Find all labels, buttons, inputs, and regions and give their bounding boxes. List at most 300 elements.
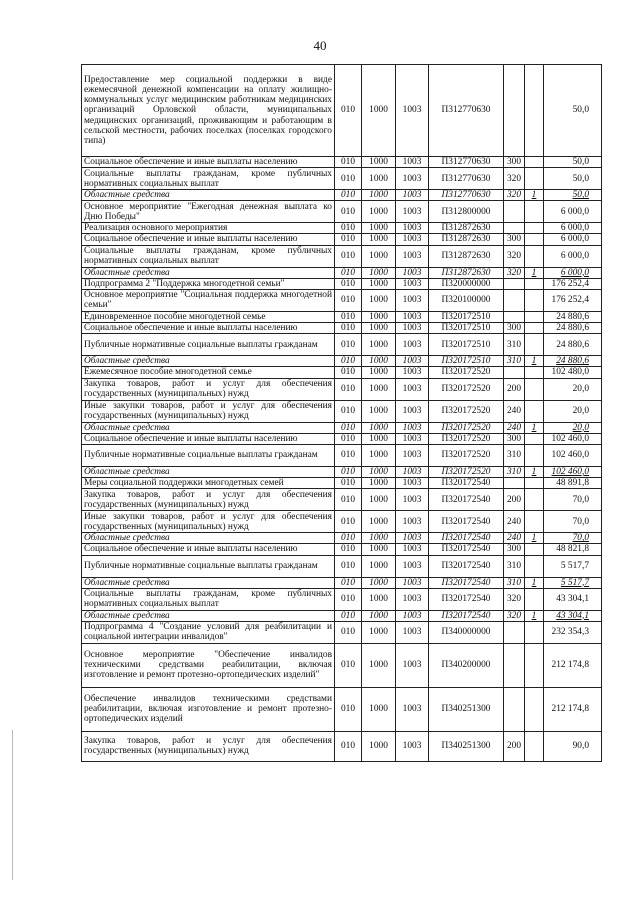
target-article: П320172540: [429, 544, 504, 555]
row-name: Областные средства: [82, 466, 335, 477]
subsection-code: 1003: [396, 190, 429, 201]
expense-type: [504, 278, 525, 289]
expense-type: 310: [504, 444, 525, 466]
section-code: 1000: [362, 643, 396, 687]
expense-type: 300: [504, 323, 525, 334]
funding-source: 1: [525, 466, 544, 477]
target-article: П312770630: [429, 190, 504, 201]
amount: 6 000,0: [544, 245, 602, 267]
funding-source: [525, 201, 544, 223]
amount: 102 460,0: [544, 444, 602, 466]
section-code: 1000: [362, 466, 396, 477]
row-name: Закупка товаров, работ и услуг для обеспечения государственных (муниципальных) нужд: [82, 378, 335, 400]
section-code: 1000: [362, 544, 396, 555]
section-code: 1000: [362, 157, 396, 168]
expense-type: 320: [504, 245, 525, 267]
section-code: 1000: [362, 511, 396, 533]
table-row: [82, 555, 602, 577]
subsection-code: 1003: [396, 201, 429, 223]
target-article: П312872630: [429, 223, 504, 234]
row-name: Иные закупки товаров, работ и услуг для обеспечения государственных (муниципальных) нужд: [82, 511, 335, 533]
ministry-code: 010: [335, 168, 362, 190]
target-article: П320172540: [429, 511, 504, 533]
ministry-code: 010: [335, 223, 362, 234]
row-name: Реализация основного мероприятия: [82, 223, 335, 234]
table-row: [82, 356, 602, 367]
ministry-code: 010: [335, 245, 362, 267]
row-name: Социальное обеспечение и иные выплаты населению: [82, 323, 335, 334]
row-name: Социальное обеспечение и иные выплаты населению: [82, 157, 335, 168]
funding-source: 1: [525, 533, 544, 544]
target-article: П312770630: [429, 168, 504, 190]
row-name: Публичные нормативные социальные выплаты гражданам: [82, 555, 335, 577]
target-article: П312872630: [429, 245, 504, 267]
subsection-code: 1003: [396, 422, 429, 433]
target-article: П320172540: [429, 588, 504, 610]
table-row: [82, 223, 602, 234]
table-row: [82, 378, 602, 400]
ministry-code: 010: [335, 533, 362, 544]
target-article: П320172520: [429, 367, 504, 378]
amount: 50,0: [544, 168, 602, 190]
ministry-code: 010: [335, 511, 362, 533]
ministry-code: 010: [335, 621, 362, 643]
subsection-code: 1003: [396, 610, 429, 621]
subsection-code: 1003: [396, 433, 429, 444]
target-article: П320172540: [429, 555, 504, 577]
section-code: 1000: [362, 577, 396, 588]
expense-type: 310: [504, 334, 525, 356]
section-code: 1000: [362, 168, 396, 190]
ministry-code: 010: [335, 157, 362, 168]
target-article: П312872630: [429, 234, 504, 245]
funding-source: 1: [525, 577, 544, 588]
funding-source: [525, 223, 544, 234]
funding-source: [525, 478, 544, 489]
subsection-code: 1003: [396, 489, 429, 511]
table-row: [82, 511, 602, 533]
funding-source: [525, 323, 544, 334]
funding-source: 1: [525, 267, 544, 278]
section-code: 1000: [362, 245, 396, 267]
funding-source: [525, 278, 544, 289]
table-row: [82, 267, 602, 278]
row-name: Подпрограмма 4 "Создание условий для реабилитации и социальной интеграции инвалидов": [82, 621, 335, 643]
table-row: [82, 311, 602, 322]
expense-type: [504, 201, 525, 223]
ministry-code: 010: [335, 544, 362, 555]
ministry-code: 010: [335, 577, 362, 588]
subsection-code: 1003: [396, 687, 429, 731]
funding-source: [525, 168, 544, 190]
subsection-code: 1003: [396, 168, 429, 190]
expense-type: 320: [504, 588, 525, 610]
row-name: Закупка товаров, работ и услуг для обеспечения государственных (муниципальных) нужд: [82, 489, 335, 511]
section-code: 1000: [362, 422, 396, 433]
amount: 43 304,1: [544, 610, 602, 621]
section-code: 1000: [362, 555, 396, 577]
target-article: П320172520: [429, 422, 504, 433]
table-row: [82, 621, 602, 643]
amount: 24 880,6: [544, 334, 602, 356]
expense-type: 320: [504, 267, 525, 278]
row-name: Основное мероприятие "Ежегодная денежная выплата ко Дню Победы": [82, 201, 335, 223]
table-row: [82, 610, 602, 621]
expense-type: [504, 478, 525, 489]
row-name: Областные средства: [82, 577, 335, 588]
target-article: П312770630: [429, 157, 504, 168]
subsection-code: 1003: [396, 731, 429, 761]
row-name: Предоставление мер социальной поддержки в виде ежемесячной денежной компенсации на оплату жилищно-коммунальных услуг медицинским работникам медицинских организаций Орловской области, муниципальных медицинских организаций, проживающим и работающим в сельской местности, рабочих поселках (поселках городского типа): [82, 65, 335, 157]
funding-source: [525, 334, 544, 356]
row-name: Областные средства: [82, 610, 335, 621]
target-article: П340251300: [429, 731, 504, 761]
amount: 212 174,8: [544, 687, 602, 731]
ministry-code: 010: [335, 334, 362, 356]
funding-source: [525, 367, 544, 378]
target-article: П320172510: [429, 356, 504, 367]
row-name: Социальное обеспечение и иные выплаты населению: [82, 234, 335, 245]
ministry-code: 010: [335, 422, 362, 433]
funding-source: [525, 588, 544, 610]
row-name: Областные средства: [82, 533, 335, 544]
expense-type: 240: [504, 422, 525, 433]
section-code: 1000: [362, 311, 396, 322]
ministry-code: 010: [335, 278, 362, 289]
section-code: 1000: [362, 334, 396, 356]
amount: 176 252,4: [544, 289, 602, 311]
subsection-code: 1003: [396, 157, 429, 168]
ministry-code: 010: [335, 643, 362, 687]
funding-source: 1: [525, 422, 544, 433]
expense-type: 320: [504, 610, 525, 621]
expense-type: 200: [504, 731, 525, 761]
subsection-code: 1003: [396, 65, 429, 157]
amount: 50,0: [544, 65, 602, 157]
table-body: [82, 65, 602, 762]
row-name: Публичные нормативные социальные выплаты гражданам: [82, 334, 335, 356]
table-row: [82, 323, 602, 334]
table-row: [82, 289, 602, 311]
expense-type: 310: [504, 577, 525, 588]
row-name: Областные средства: [82, 267, 335, 278]
amount: 6 000,0: [544, 201, 602, 223]
amount: 20,0: [544, 400, 602, 422]
row-name: Социальное обеспечение и иные выплаты населению: [82, 544, 335, 555]
amount: 212 174,8: [544, 643, 602, 687]
target-article: П340200000: [429, 643, 504, 687]
amount: 24 880,6: [544, 311, 602, 322]
section-code: 1000: [362, 588, 396, 610]
section-code: 1000: [362, 278, 396, 289]
expense-type: 240: [504, 400, 525, 422]
table-row: [82, 422, 602, 433]
amount: 20,0: [544, 422, 602, 433]
target-article: П320172540: [429, 489, 504, 511]
subsection-code: 1003: [396, 223, 429, 234]
target-article: П320172540: [429, 577, 504, 588]
row-name: Меры социальной поддержки многодетных семей: [82, 478, 335, 489]
table-row: [82, 466, 602, 477]
budget-table: [81, 64, 602, 762]
target-article: П320172510: [429, 311, 504, 322]
table-row: [82, 588, 602, 610]
expense-type: 310: [504, 555, 525, 577]
subsection-code: 1003: [396, 234, 429, 245]
section-code: 1000: [362, 65, 396, 157]
expense-type: 300: [504, 433, 525, 444]
row-name: Иные закупки товаров, работ и услуг для обеспечения государственных (муниципальных) нужд: [82, 400, 335, 422]
subsection-code: 1003: [396, 544, 429, 555]
subsection-code: 1003: [396, 478, 429, 489]
table-row: [82, 190, 602, 201]
ministry-code: 010: [335, 466, 362, 477]
amount: 43 304,1: [544, 588, 602, 610]
expense-type: [504, 687, 525, 731]
ministry-code: 010: [335, 201, 362, 223]
amount: 6 000,0: [544, 234, 602, 245]
funding-source: [525, 621, 544, 643]
subsection-code: 1003: [396, 621, 429, 643]
subsection-code: 1003: [396, 356, 429, 367]
section-code: 1000: [362, 621, 396, 643]
section-code: 1000: [362, 367, 396, 378]
ministry-code: 010: [335, 356, 362, 367]
expense-type: [504, 643, 525, 687]
table-row: [82, 533, 602, 544]
amount: 102 480,0: [544, 367, 602, 378]
funding-source: [525, 157, 544, 168]
funding-source: [525, 544, 544, 555]
funding-source: 1: [525, 190, 544, 201]
amount: 70,0: [544, 511, 602, 533]
table-row: [82, 168, 602, 190]
expense-type: 300: [504, 544, 525, 555]
amount: 90,0: [544, 731, 602, 761]
funding-source: [525, 65, 544, 157]
funding-source: [525, 433, 544, 444]
amount: 50,0: [544, 157, 602, 168]
ministry-code: 010: [335, 444, 362, 466]
table-row: [82, 433, 602, 444]
table-row: [82, 157, 602, 168]
ministry-code: 010: [335, 65, 362, 157]
table-row: [82, 245, 602, 267]
section-code: 1000: [362, 356, 396, 367]
subsection-code: 1003: [396, 367, 429, 378]
section-code: 1000: [362, 323, 396, 334]
amount: 70,0: [544, 489, 602, 511]
expense-type: 240: [504, 511, 525, 533]
section-code: 1000: [362, 400, 396, 422]
table-row: [82, 687, 602, 731]
row-name: Публичные нормативные социальные выплаты гражданам: [82, 444, 335, 466]
table-row: [82, 444, 602, 466]
amount: 70,0: [544, 533, 602, 544]
funding-source: [525, 643, 544, 687]
target-article: П320172520: [429, 444, 504, 466]
amount: 102 460,0: [544, 433, 602, 444]
row-name: Закупка товаров, работ и услуг для обеспечения государственных (муниципальных) нужд: [82, 731, 335, 761]
row-name: Обеспечение инвалидов техническими средствами реабилитации, включая изготовление и ремонт протезно-ортопедических изделий: [82, 687, 335, 731]
subsection-code: 1003: [396, 444, 429, 466]
section-code: 1000: [362, 687, 396, 731]
ministry-code: 010: [335, 731, 362, 761]
ministry-code: 010: [335, 267, 362, 278]
section-code: 1000: [362, 201, 396, 223]
ministry-code: 010: [335, 555, 362, 577]
section-code: 1000: [362, 190, 396, 201]
section-code: 1000: [362, 444, 396, 466]
subsection-code: 1003: [396, 466, 429, 477]
target-article: П340251300: [429, 687, 504, 731]
section-code: 1000: [362, 533, 396, 544]
funding-source: [525, 687, 544, 731]
target-article: П320172520: [429, 433, 504, 444]
section-code: 1000: [362, 223, 396, 234]
target-article: П320172520: [429, 378, 504, 400]
subsection-code: 1003: [396, 588, 429, 610]
ministry-code: 010: [335, 367, 362, 378]
expense-type: 320: [504, 190, 525, 201]
expense-type: 200: [504, 378, 525, 400]
expense-type: 320: [504, 168, 525, 190]
expense-type: [504, 289, 525, 311]
ministry-code: 010: [335, 190, 362, 201]
expense-type: [504, 223, 525, 234]
row-name: Областные средства: [82, 190, 335, 201]
expense-type: 310: [504, 356, 525, 367]
target-article: П320172510: [429, 334, 504, 356]
funding-source: [525, 511, 544, 533]
funding-source: [525, 400, 544, 422]
table-row: [82, 400, 602, 422]
row-name: Ежемесячное пособие многодетной семье: [82, 367, 335, 378]
subsection-code: 1003: [396, 245, 429, 267]
amount: 176 252,4: [544, 278, 602, 289]
funding-source: [525, 289, 544, 311]
target-article: П312770630: [429, 65, 504, 157]
ministry-code: 010: [335, 311, 362, 322]
subsection-code: 1003: [396, 323, 429, 334]
target-article: П320172520: [429, 466, 504, 477]
target-article: П320172540: [429, 533, 504, 544]
funding-source: 1: [525, 356, 544, 367]
expense-type: 300: [504, 234, 525, 245]
section-code: 1000: [362, 267, 396, 278]
amount: 24 880,6: [544, 356, 602, 367]
row-name: Подпрограмма 2 "Поддержка многодетной семьи": [82, 278, 335, 289]
table-row: [82, 731, 602, 761]
section-code: 1000: [362, 478, 396, 489]
table-row: [82, 334, 602, 356]
subsection-code: 1003: [396, 643, 429, 687]
row-name: Областные средства: [82, 422, 335, 433]
target-article: П340000000: [429, 621, 504, 643]
table-row: [82, 234, 602, 245]
row-name: Областные средства: [82, 356, 335, 367]
ministry-code: 010: [335, 433, 362, 444]
amount: 24 880,6: [544, 323, 602, 334]
funding-source: [525, 731, 544, 761]
target-article: П320172520: [429, 400, 504, 422]
amount: 5 517,7: [544, 577, 602, 588]
funding-source: [525, 555, 544, 577]
amount: 102 460,0: [544, 466, 602, 477]
target-article: П312872630: [429, 267, 504, 278]
ministry-code: 010: [335, 400, 362, 422]
ministry-code: 010: [335, 610, 362, 621]
table-row: [82, 201, 602, 223]
funding-source: [525, 489, 544, 511]
ministry-code: 010: [335, 234, 362, 245]
subsection-code: 1003: [396, 289, 429, 311]
expense-type: 310: [504, 466, 525, 477]
funding-source: [525, 245, 544, 267]
subsection-code: 1003: [396, 577, 429, 588]
target-article: П320100000: [429, 289, 504, 311]
subsection-code: 1003: [396, 278, 429, 289]
target-article: П320172510: [429, 323, 504, 334]
row-name: Основное мероприятие "Обеспечение инвалидов техническими средствами реабилитации, включая изготовление и ремонт протезно-ортопедических изделий": [82, 643, 335, 687]
target-article: П320172540: [429, 610, 504, 621]
row-name: Социальные выплаты гражданам, кроме публичных нормативных социальных выплат: [82, 168, 335, 190]
amount: 48 821,8: [544, 544, 602, 555]
amount: 6 000,0: [544, 267, 602, 278]
subsection-code: 1003: [396, 533, 429, 544]
subsection-code: 1003: [396, 267, 429, 278]
expense-type: [504, 621, 525, 643]
section-code: 1000: [362, 378, 396, 400]
expense-type: [504, 311, 525, 322]
funding-source: [525, 378, 544, 400]
amount: 6 000,0: [544, 223, 602, 234]
section-code: 1000: [362, 610, 396, 621]
ministry-code: 010: [335, 588, 362, 610]
section-code: 1000: [362, 489, 396, 511]
amount: 20,0: [544, 378, 602, 400]
amount: 232 354,3: [544, 621, 602, 643]
section-code: 1000: [362, 234, 396, 245]
subsection-code: 1003: [396, 311, 429, 322]
subsection-code: 1003: [396, 511, 429, 533]
ministry-code: 010: [335, 289, 362, 311]
expense-type: [504, 367, 525, 378]
expense-type: [504, 65, 525, 157]
table-row: [82, 544, 602, 555]
funding-source: [525, 234, 544, 245]
row-name: Основное мероприятие "Социальная поддержка многодетной семьи": [82, 289, 335, 311]
amount: 48 891,8: [544, 478, 602, 489]
ministry-code: 010: [335, 489, 362, 511]
amount: 5 517,7: [544, 555, 602, 577]
page-number: 40: [313, 38, 327, 53]
table-row: [82, 577, 602, 588]
table-row: [82, 367, 602, 378]
target-article: П320000000: [429, 278, 504, 289]
expense-type: 200: [504, 489, 525, 511]
scan-margin-mark: [12, 730, 13, 880]
subsection-code: 1003: [396, 378, 429, 400]
table-row: [82, 65, 602, 157]
table-row: [82, 478, 602, 489]
row-name: Социальные выплаты гражданам, кроме публичных нормативных социальных выплат: [82, 245, 335, 267]
expense-type: 240: [504, 533, 525, 544]
funding-source: 1: [525, 610, 544, 621]
table-row: [82, 643, 602, 687]
subsection-code: 1003: [396, 400, 429, 422]
target-article: П312800000: [429, 201, 504, 223]
